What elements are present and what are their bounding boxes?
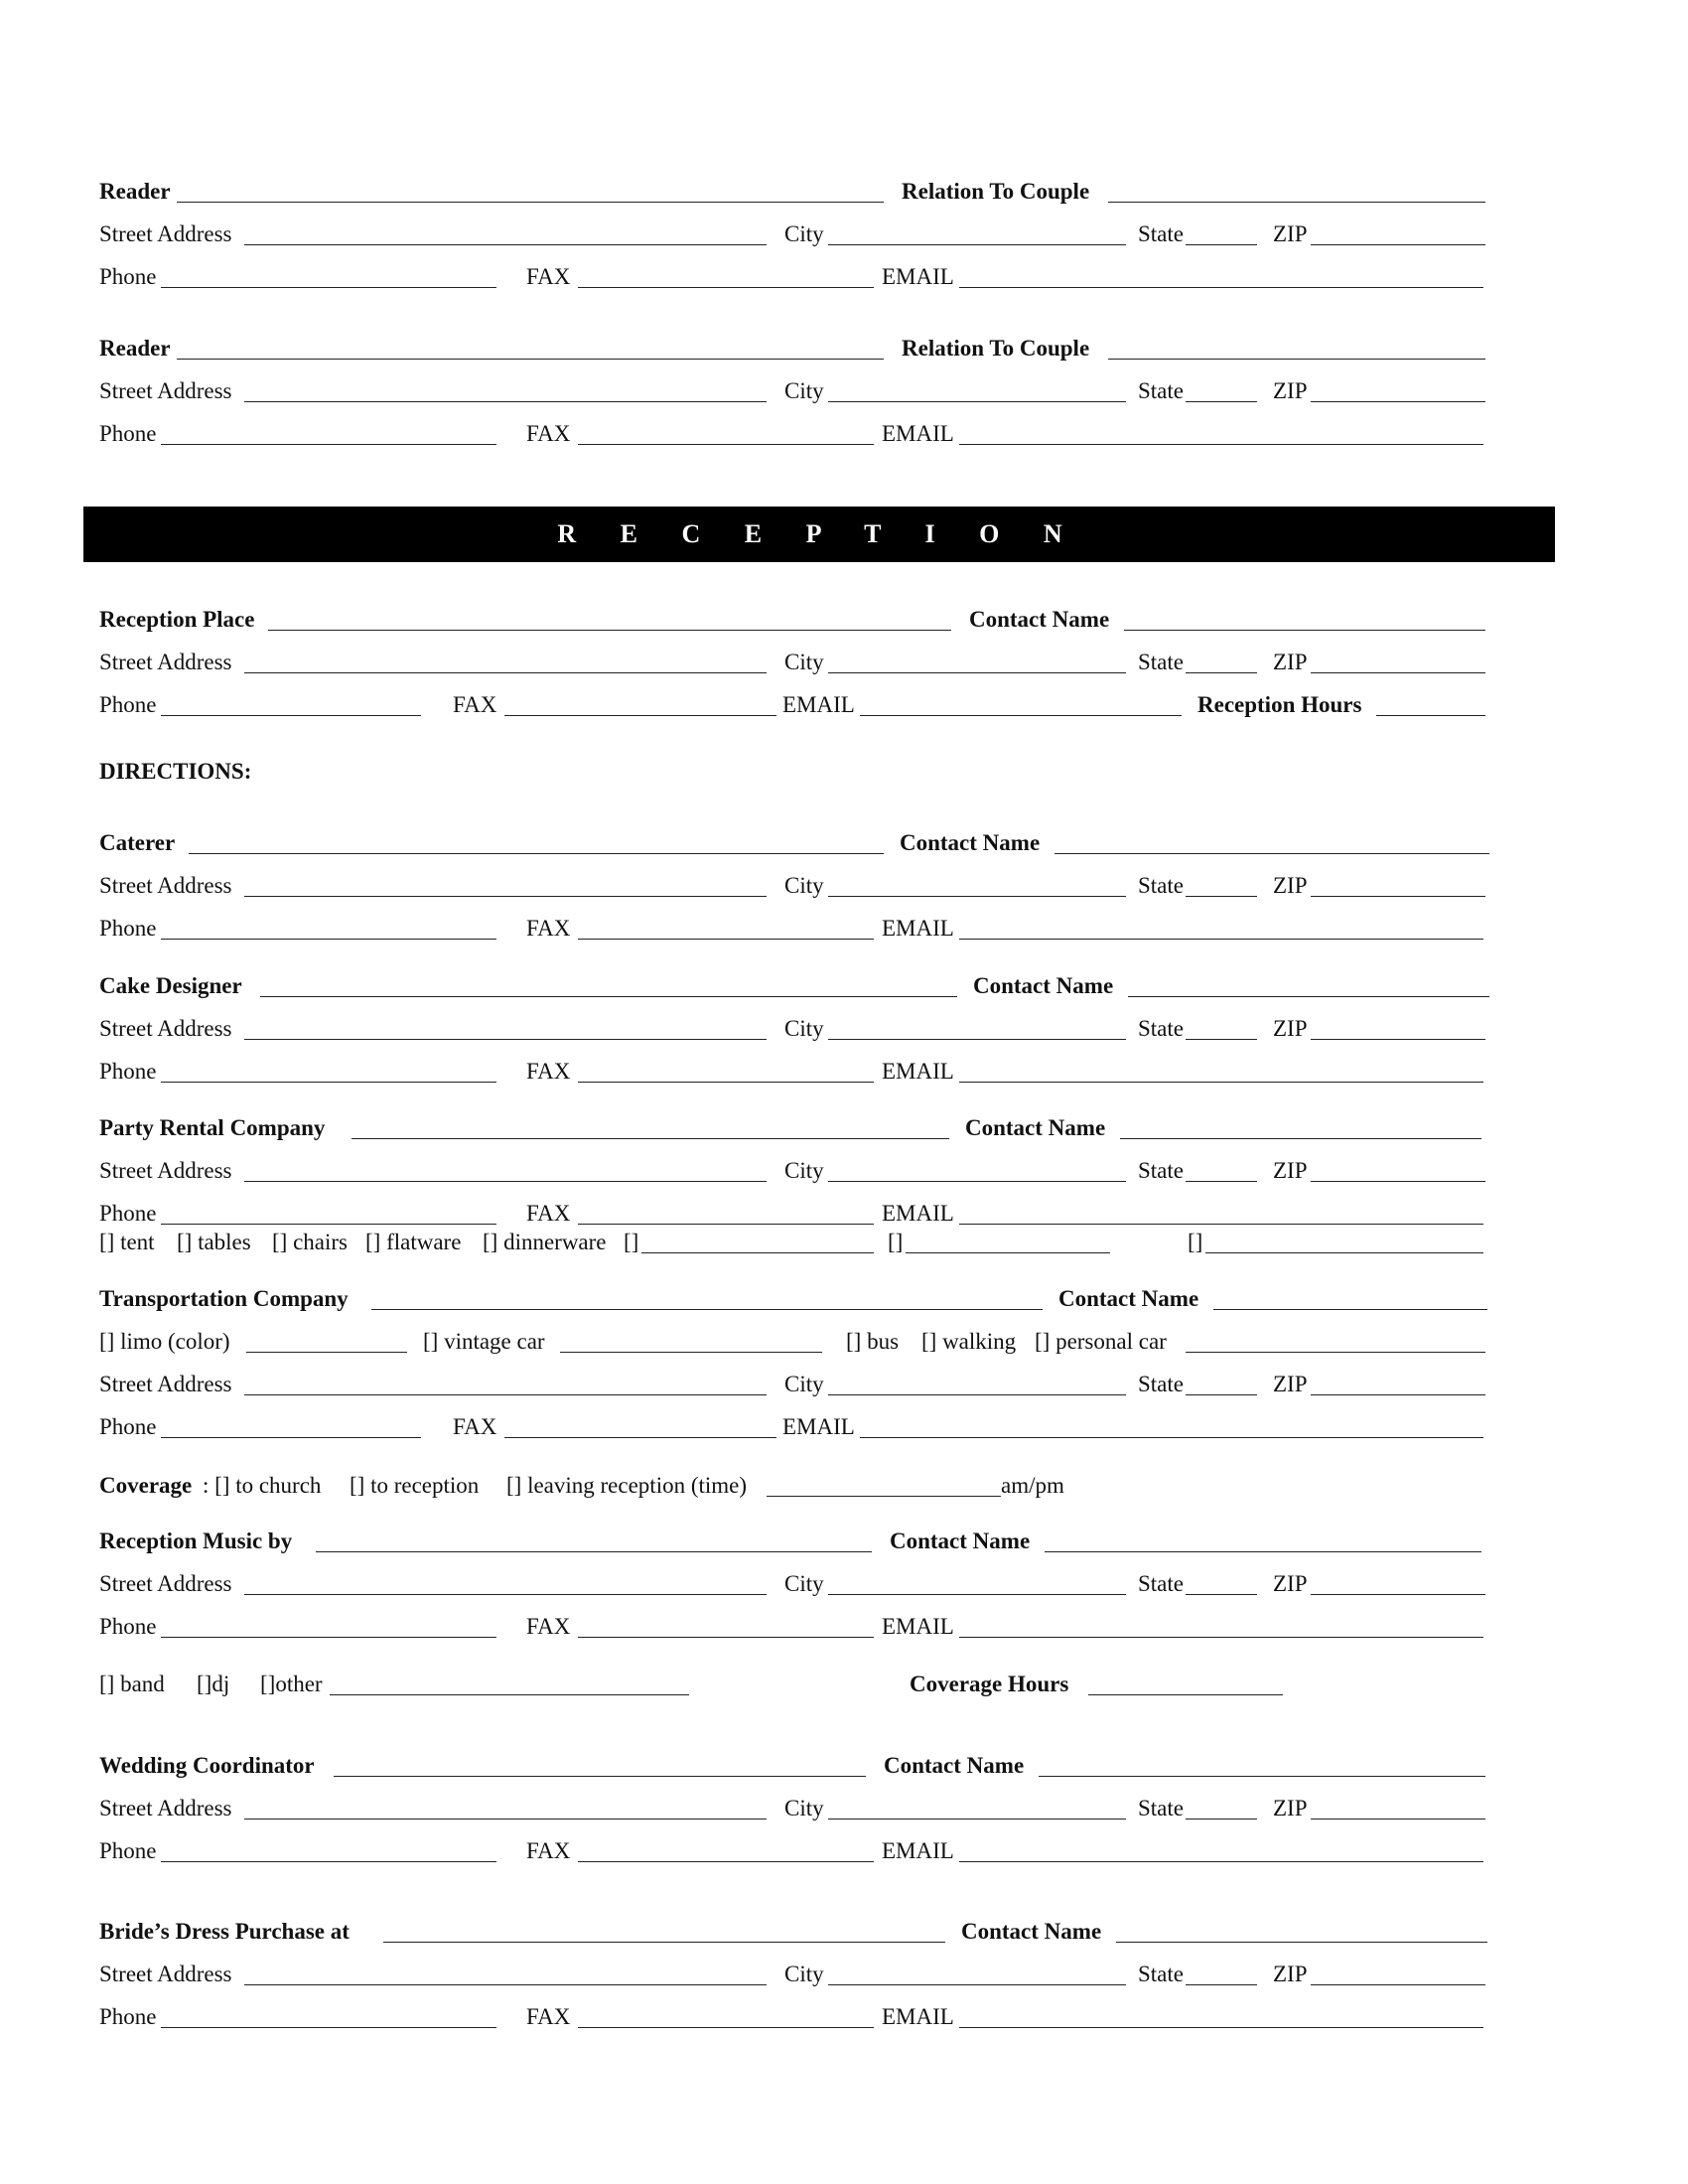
zip-field[interactable] (1311, 1819, 1485, 1820)
street-address-field[interactable] (244, 1984, 767, 1985)
email-label: EMAIL (882, 1201, 954, 1226)
other-music-checkbox[interactable]: []other (260, 1672, 323, 1696)
city-label: City (784, 221, 824, 246)
caterer-contact-row (99, 914, 1489, 944)
state-label: State (1138, 1571, 1184, 1596)
reception-place-label: Reception Place (99, 607, 255, 632)
fax-label: FAX (526, 2004, 571, 2029)
email-field[interactable] (959, 2027, 1483, 2028)
party-rental-contact-row (99, 1199, 1489, 1229)
email-field[interactable] (959, 1861, 1483, 1862)
phone-field[interactable] (161, 1224, 496, 1225)
street-address-field[interactable] (244, 1039, 767, 1040)
coordinator-address-row (99, 1794, 1489, 1823)
other-item-field-1[interactable] (641, 1252, 874, 1253)
phone-field[interactable] (161, 287, 496, 288)
phone-label: Phone (99, 264, 157, 289)
party-rental-address-row (99, 1156, 1489, 1186)
email-label: EMAIL (882, 264, 954, 289)
relation-label: Relation To Couple (902, 336, 1090, 361)
state-field[interactable] (1186, 672, 1257, 673)
zip-label: ZIP (1273, 1158, 1308, 1183)
email-field[interactable] (959, 1637, 1483, 1638)
street-address-label: Street Address (99, 1372, 232, 1396)
fax-label: FAX (453, 692, 497, 717)
transportation-label: Transportation Company (99, 1286, 349, 1311)
contact-name-field[interactable] (1213, 1309, 1487, 1310)
state-field[interactable] (1186, 1181, 1257, 1182)
state-field[interactable] (1186, 1984, 1257, 1985)
music-contact-row (99, 1612, 1489, 1642)
street-address-label: Street Address (99, 221, 232, 246)
fax-label: FAX (526, 1838, 571, 1863)
reception-hours-field[interactable] (1376, 715, 1485, 716)
state-label: State (1138, 1962, 1184, 1986)
fax-field[interactable] (504, 1437, 776, 1438)
phone-label: Phone (99, 2004, 157, 2029)
state-label: State (1138, 873, 1184, 898)
reception-place-field[interactable] (268, 630, 951, 631)
to-church-checkbox[interactable]: : [] to church (203, 1473, 322, 1498)
zip-field[interactable] (1311, 401, 1485, 402)
transport-contact-row (99, 1412, 1489, 1442)
contact-name-label: Contact Name (890, 1529, 1031, 1553)
wedding-coordinator-label: Wedding Coordinator (99, 1753, 315, 1778)
other-checkbox-2[interactable]: [] (888, 1230, 904, 1254)
vintage-car-checkbox[interactable]: [] vintage car (423, 1329, 545, 1354)
email-field[interactable] (959, 444, 1483, 445)
brides-dress-row (99, 1917, 1489, 1947)
zip-field[interactable] (1311, 1594, 1485, 1595)
limo-checkbox[interactable]: [] limo (color) (99, 1329, 230, 1354)
city-label: City (784, 650, 824, 674)
fax-field[interactable] (578, 939, 874, 940)
state-label: State (1138, 1372, 1184, 1396)
phone-field[interactable] (161, 1437, 421, 1438)
city-label: City (784, 1016, 824, 1041)
phone-label: Phone (99, 1414, 157, 1439)
fax-field[interactable] (578, 1861, 874, 1862)
reader-label: Reader (99, 336, 171, 361)
party-rental-field[interactable] (352, 1138, 949, 1139)
relation-field[interactable] (1108, 202, 1485, 203)
state-field[interactable] (1186, 244, 1257, 245)
street-address-field[interactable] (244, 896, 767, 897)
reception-section-banner (83, 507, 1555, 562)
contact-name-label: Contact Name (969, 607, 1110, 632)
city-field[interactable] (828, 896, 1126, 897)
city-label: City (784, 1372, 824, 1396)
dress-address-row (99, 1960, 1489, 1989)
phone-field[interactable] (161, 444, 496, 445)
contact-name-label: Contact Name (965, 1115, 1106, 1140)
cake-contact-row (99, 1057, 1489, 1087)
coverage-label: Coverage (99, 1473, 193, 1498)
cake-address-row (99, 1014, 1489, 1044)
street-address-label: Street Address (99, 1796, 232, 1820)
street-address-field[interactable] (244, 1394, 767, 1395)
contact-name-field[interactable] (1045, 1551, 1481, 1552)
band-checkbox[interactable]: [] band (99, 1672, 165, 1696)
street-address-field[interactable] (244, 401, 767, 402)
reader-1-row (99, 177, 1489, 207)
flatware-checkbox[interactable]: [] flatware (365, 1230, 462, 1254)
email-field[interactable] (959, 939, 1483, 940)
coverage-hours-field[interactable] (1088, 1694, 1283, 1695)
fax-field[interactable] (578, 444, 874, 445)
contact-name-label: Contact Name (884, 1753, 1025, 1778)
zip-label: ZIP (1273, 1372, 1308, 1396)
cake-designer-row (99, 971, 1489, 1001)
phone-label: Phone (99, 421, 157, 446)
fax-field[interactable] (578, 1224, 874, 1225)
city-label: City (784, 378, 824, 403)
phone-field[interactable] (161, 1637, 496, 1638)
reception-contact-row (99, 690, 1489, 720)
state-field[interactable] (1186, 1819, 1257, 1820)
fax-label: FAX (526, 916, 571, 941)
state-field[interactable] (1186, 896, 1257, 897)
phone-field[interactable] (161, 1861, 496, 1862)
email-label: EMAIL (782, 692, 855, 717)
street-address-label: Street Address (99, 378, 232, 403)
caterer-label: Caterer (99, 830, 176, 855)
reader-label: Reader (99, 179, 171, 204)
dj-checkbox[interactable]: []dj (197, 1672, 230, 1696)
street-address-label: Street Address (99, 1962, 232, 1986)
phone-label: Phone (99, 916, 157, 941)
coverage-hours-label: Coverage Hours (910, 1672, 1069, 1696)
email-label: EMAIL (882, 1614, 954, 1639)
reader-2-row (99, 334, 1489, 364)
zip-field[interactable] (1311, 1039, 1485, 1040)
zip-label: ZIP (1273, 378, 1308, 403)
city-field[interactable] (828, 1984, 1126, 1985)
contact-name-label: Contact Name (900, 830, 1041, 855)
zip-field[interactable] (1311, 896, 1485, 897)
fax-label: FAX (526, 1614, 571, 1639)
email-label: EMAIL (882, 916, 954, 941)
dinnerware-checkbox[interactable]: [] dinnerware (483, 1230, 607, 1254)
transportation-row (99, 1284, 1489, 1314)
city-field[interactable] (828, 1594, 1126, 1595)
bus-checkbox[interactable]: [] bus (846, 1329, 900, 1354)
city-field[interactable] (828, 1181, 1126, 1182)
email-label: EMAIL (882, 421, 954, 446)
contact-name-label: Contact Name (973, 973, 1114, 998)
walking-checkbox[interactable]: [] walking (921, 1329, 1017, 1354)
city-label: City (784, 1796, 824, 1820)
reader-2-address-row (99, 376, 1489, 406)
reception-section-title: R E C E P T I O N (557, 519, 1081, 548)
zip-label: ZIP (1273, 221, 1308, 246)
reader-2-contact-row (99, 419, 1489, 449)
other-checkbox-3[interactable]: [] (1188, 1230, 1203, 1254)
fax-label: FAX (526, 264, 571, 289)
to-reception-checkbox[interactable]: [] to reception (350, 1473, 480, 1498)
contact-name-field[interactable] (1039, 1776, 1485, 1777)
party-rental-label: Party Rental Company (99, 1115, 326, 1140)
zip-field[interactable] (1311, 672, 1485, 673)
zip-label: ZIP (1273, 650, 1308, 674)
relation-label: Relation To Couple (902, 179, 1090, 204)
reception-music-label: Reception Music by (99, 1529, 293, 1553)
street-address-label: Street Address (99, 650, 232, 674)
email-field[interactable] (959, 1224, 1483, 1225)
reader-1-address-row (99, 219, 1489, 249)
zip-field[interactable] (1311, 1394, 1485, 1395)
state-label: State (1138, 378, 1184, 403)
email-label: EMAIL (782, 1414, 855, 1439)
limo-color-field[interactable] (246, 1352, 407, 1353)
contact-name-field[interactable] (1120, 1138, 1481, 1139)
city-label: City (784, 873, 824, 898)
contact-name-field[interactable] (1128, 996, 1489, 997)
chairs-checkbox[interactable]: [] chairs (272, 1230, 348, 1254)
reader-1-contact-row (99, 262, 1489, 292)
contact-name-label: Contact Name (1058, 1286, 1199, 1311)
reception-hours-label: Reception Hours (1197, 692, 1362, 717)
street-address-field[interactable] (244, 1594, 767, 1595)
other-music-field[interactable] (330, 1694, 689, 1695)
phone-label: Phone (99, 1838, 157, 1863)
city-field[interactable] (828, 672, 1126, 673)
phone-label: Phone (99, 692, 157, 717)
state-field[interactable] (1186, 1594, 1257, 1595)
email-label: EMAIL (882, 1838, 954, 1863)
leaving-time-field[interactable] (767, 1496, 1001, 1497)
email-field[interactable] (959, 287, 1483, 288)
other-item-field-2[interactable] (906, 1252, 1110, 1253)
brides-dress-label: Bride’s Dress Purchase at (99, 1919, 350, 1944)
tables-checkbox[interactable]: [] tables (177, 1230, 251, 1254)
dress-contact-row (99, 2002, 1489, 2032)
reader-name-field[interactable] (177, 359, 884, 360)
cake-designer-field[interactable] (260, 996, 957, 997)
tent-checkbox[interactable]: [] tent (99, 1230, 155, 1254)
reader-name-field[interactable] (177, 202, 884, 203)
city-field[interactable] (828, 244, 1126, 245)
state-label: State (1138, 221, 1184, 246)
fax-label: FAX (526, 1201, 571, 1226)
music-address-row (99, 1569, 1489, 1599)
reception-address-row (99, 648, 1489, 677)
phone-field[interactable] (161, 715, 421, 716)
phone-field[interactable] (161, 2027, 496, 2028)
zip-field[interactable] (1311, 1984, 1485, 1985)
wedding-coordinator-field[interactable] (334, 1776, 866, 1777)
transport-options-row (99, 1327, 1489, 1357)
transport-address-row (99, 1370, 1489, 1399)
state-label: State (1138, 1016, 1184, 1041)
caterer-row (99, 828, 1489, 858)
vintage-car-field[interactable] (560, 1352, 822, 1353)
street-address-label: Street Address (99, 873, 232, 898)
zip-label: ZIP (1273, 1016, 1308, 1041)
street-address-field[interactable] (244, 1181, 767, 1182)
email-field[interactable] (860, 1437, 1483, 1438)
phone-field[interactable] (161, 939, 496, 940)
personal-car-field[interactable] (1186, 1352, 1485, 1353)
zip-label: ZIP (1273, 873, 1308, 898)
contact-name-label: Contact Name (961, 1919, 1102, 1944)
email-field[interactable] (959, 1082, 1483, 1083)
city-field[interactable] (828, 1039, 1126, 1040)
reception-music-row (99, 1527, 1489, 1556)
zip-label: ZIP (1273, 1962, 1308, 1986)
zip-field[interactable] (1311, 244, 1485, 245)
other-checkbox-1[interactable]: [] (624, 1230, 639, 1254)
contact-name-field[interactable] (1116, 1942, 1487, 1943)
reception-music-field[interactable] (316, 1551, 872, 1552)
city-field[interactable] (828, 401, 1126, 402)
city-label: City (784, 1158, 824, 1183)
state-label: State (1138, 1796, 1184, 1820)
city-field[interactable] (828, 1819, 1126, 1820)
personal-car-checkbox[interactable]: [] personal car (1035, 1329, 1167, 1354)
fax-label: FAX (526, 1059, 571, 1084)
state-label: State (1138, 650, 1184, 674)
zip-label: ZIP (1273, 1571, 1308, 1596)
email-label: EMAIL (882, 2004, 954, 2029)
coordinator-contact-row (99, 1836, 1489, 1866)
street-address-label: Street Address (99, 1158, 232, 1183)
caterer-address-row (99, 871, 1489, 901)
zip-field[interactable] (1311, 1181, 1485, 1182)
caterer-field[interactable] (189, 853, 884, 854)
brides-dress-field[interactable] (383, 1942, 945, 1943)
transportation-field[interactable] (371, 1309, 1043, 1310)
state-field[interactable] (1186, 1394, 1257, 1395)
rental-options-row (99, 1228, 1489, 1257)
phone-label: Phone (99, 1059, 157, 1084)
directions-label: DIRECTIONS: (99, 759, 252, 784)
phone-label: Phone (99, 1201, 157, 1226)
coverage-row (99, 1471, 1489, 1501)
street-address-field[interactable] (244, 1819, 767, 1820)
music-options-row (99, 1670, 1489, 1699)
street-address-field[interactable] (244, 244, 767, 245)
fax-field[interactable] (504, 715, 776, 716)
cake-designer-label: Cake Designer (99, 973, 242, 998)
state-field[interactable] (1186, 401, 1257, 402)
phone-label: Phone (99, 1614, 157, 1639)
reception-place-row (99, 605, 1489, 635)
street-address-label: Street Address (99, 1571, 232, 1596)
contact-name-field[interactable] (1055, 853, 1489, 854)
phone-field[interactable] (161, 1082, 496, 1083)
city-label: City (784, 1571, 824, 1596)
fax-label: FAX (453, 1414, 497, 1439)
state-field[interactable] (1186, 1039, 1257, 1040)
ampm-label: am/pm (1001, 1473, 1064, 1498)
fax-field[interactable] (578, 2027, 874, 2028)
contact-name-field[interactable] (1124, 630, 1485, 631)
fax-field[interactable] (578, 1637, 874, 1638)
fax-field[interactable] (578, 1082, 874, 1083)
email-label: EMAIL (882, 1059, 954, 1084)
party-rental-row (99, 1113, 1489, 1143)
relation-field[interactable] (1108, 359, 1485, 360)
fax-label: FAX (526, 421, 571, 446)
other-item-field-3[interactable] (1205, 1252, 1483, 1253)
directions-row (99, 757, 1489, 787)
state-label: State (1138, 1158, 1184, 1183)
leaving-reception-checkbox[interactable]: [] leaving reception (time) (506, 1473, 748, 1498)
wedding-coordinator-row (99, 1751, 1489, 1781)
street-address-field[interactable] (244, 672, 767, 673)
street-address-label: Street Address (99, 1016, 232, 1041)
zip-label: ZIP (1273, 1796, 1308, 1820)
city-field[interactable] (828, 1394, 1126, 1395)
email-field[interactable] (860, 715, 1182, 716)
city-label: City (784, 1962, 824, 1986)
fax-field[interactable] (578, 287, 874, 288)
